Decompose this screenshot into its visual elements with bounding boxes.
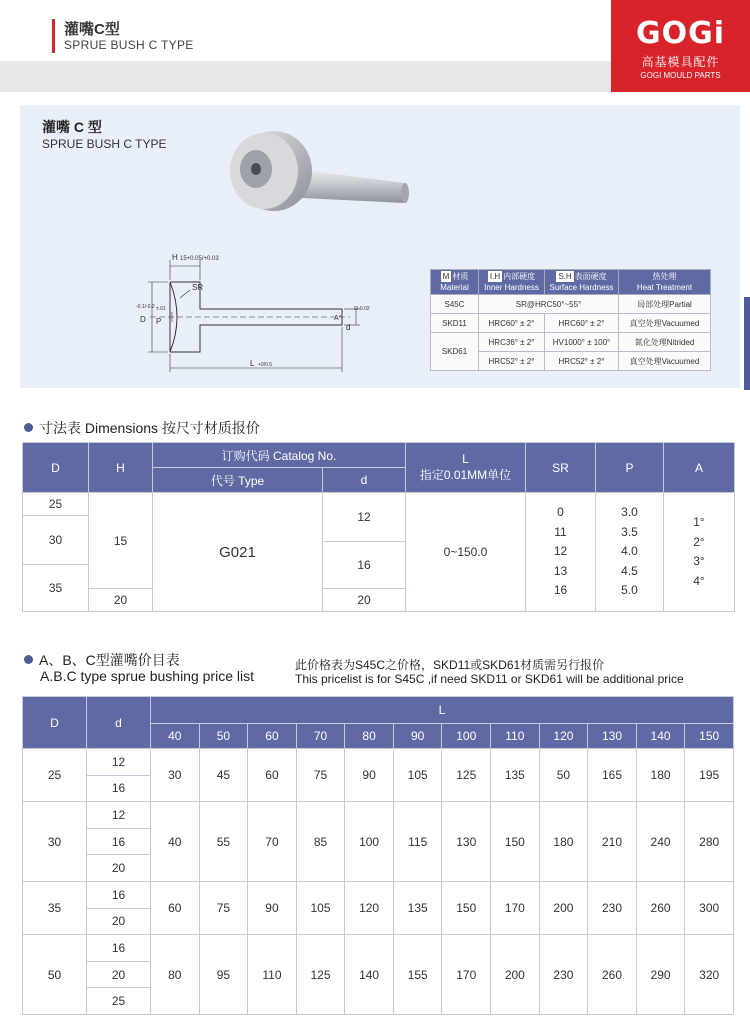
header-title-cn: 灌嘴C型 bbox=[64, 21, 120, 38]
price-cell: 85 bbox=[296, 802, 345, 882]
price-header-l: L bbox=[151, 697, 734, 724]
price-cell: 60 bbox=[151, 881, 200, 934]
brand-logo bbox=[611, 0, 750, 92]
price-header-l-value: 110 bbox=[491, 724, 540, 749]
price-cell: 90 bbox=[345, 749, 394, 802]
price-cell: 110 bbox=[248, 935, 297, 1015]
price-cell: 200 bbox=[539, 881, 588, 934]
dim-header-sr: SR bbox=[526, 443, 596, 493]
mat-header-material: M 材质 Material bbox=[431, 270, 479, 295]
price-row bbox=[23, 881, 734, 908]
dim-label-a: A° bbox=[334, 315, 342, 322]
price-header-l-value: 70 bbox=[296, 724, 345, 749]
price-cell: 75 bbox=[296, 749, 345, 802]
price-header-l-value: 50 bbox=[199, 724, 248, 749]
price-header-l-value: 150 bbox=[685, 724, 734, 749]
price-cell: 260 bbox=[588, 935, 637, 1015]
type-code: G021 bbox=[153, 493, 323, 612]
dim-label-l: L bbox=[250, 359, 255, 368]
price-cell: 200 bbox=[491, 935, 540, 1015]
dim-tol-l: +0/0.5 bbox=[258, 362, 273, 368]
price-row bbox=[23, 749, 734, 776]
price-row bbox=[23, 935, 734, 962]
dim-header-h: H bbox=[89, 443, 153, 493]
price-cell: 195 bbox=[685, 749, 734, 802]
dim-header-dsmall: d bbox=[323, 468, 406, 493]
dim-tol-dsmall: 0/-0.02 bbox=[354, 306, 370, 312]
price-cell: 125 bbox=[442, 749, 491, 802]
price-cell: 40 bbox=[151, 802, 200, 882]
dim-cell-d: 25 bbox=[23, 493, 89, 516]
price-table bbox=[22, 696, 734, 1015]
price-cell: 115 bbox=[393, 802, 442, 882]
price-cell-d: 25 bbox=[23, 749, 87, 802]
price-cell: 50 bbox=[539, 749, 588, 802]
price-cell: 170 bbox=[491, 881, 540, 934]
price-cell-dsmall: 20 bbox=[87, 855, 151, 882]
price-cell: 130 bbox=[442, 802, 491, 882]
price-header-l-value: 130 bbox=[588, 724, 637, 749]
price-cell-dsmall: 16 bbox=[87, 881, 151, 908]
dim-tol-p: ±.01 bbox=[156, 306, 166, 312]
header-title-en: SPRUE BUSH C TYPE bbox=[64, 38, 194, 52]
dim-header-l: L 指定0.01MM单位 bbox=[406, 443, 526, 493]
price-cell: 150 bbox=[442, 881, 491, 934]
price-cell: 140 bbox=[345, 935, 394, 1015]
price-cell-dsmall: 20 bbox=[87, 908, 151, 935]
price-cell: 75 bbox=[199, 881, 248, 934]
product-photo bbox=[212, 125, 432, 230]
price-header-l-value: 40 bbox=[151, 724, 200, 749]
dim-label-h: H bbox=[172, 253, 178, 262]
dim-header-catalog: 订购代码 Catalog No. bbox=[153, 443, 406, 468]
price-cell: 80 bbox=[151, 935, 200, 1015]
price-heading-en: A.B.C type sprue bushing price list bbox=[40, 668, 254, 684]
product-title-cn: 灌嘴 C 型 bbox=[42, 119, 102, 135]
price-cell: 300 bbox=[685, 881, 734, 934]
bullet-dot bbox=[24, 655, 33, 664]
price-cell: 165 bbox=[588, 749, 637, 802]
price-cell: 320 bbox=[685, 935, 734, 1015]
price-cell: 105 bbox=[296, 881, 345, 934]
dim-label-d: D bbox=[140, 315, 146, 324]
price-cell: 55 bbox=[199, 802, 248, 882]
price-cell: 230 bbox=[588, 881, 637, 934]
price-cell: 60 bbox=[248, 749, 297, 802]
price-cell: 120 bbox=[345, 881, 394, 934]
price-header-l-value: 60 bbox=[248, 724, 297, 749]
price-header-dsmall: d bbox=[87, 697, 151, 749]
price-cell: 180 bbox=[539, 802, 588, 882]
logo-en-name: GOGI MOULD PARTS bbox=[640, 71, 721, 80]
material-table bbox=[430, 269, 711, 371]
dim-cell-dsmall: 16 bbox=[323, 542, 406, 589]
mat-header-treatment: 热处理 Heat Treatment bbox=[619, 270, 711, 295]
side-tab-marker bbox=[744, 297, 750, 390]
bullet-dot bbox=[24, 423, 33, 432]
price-cell-d: 30 bbox=[23, 802, 87, 882]
price-cell-dsmall: 16 bbox=[87, 828, 151, 855]
price-cell: 90 bbox=[248, 881, 297, 934]
dim-cell-d: 30 bbox=[23, 516, 89, 565]
price-cell: 95 bbox=[199, 935, 248, 1015]
price-cell: 280 bbox=[685, 802, 734, 882]
price-cell: 135 bbox=[393, 881, 442, 934]
dim-cell-dsmall: 20 bbox=[323, 589, 406, 612]
technical-drawing bbox=[110, 230, 370, 380]
price-cell: 150 bbox=[491, 802, 540, 882]
price-cell: 135 bbox=[491, 749, 540, 802]
price-cell: 290 bbox=[636, 935, 685, 1015]
dim-tol-d: -0.1/-0.2 bbox=[136, 304, 155, 310]
price-cell: 180 bbox=[636, 749, 685, 802]
price-cell-dsmall: 25 bbox=[87, 988, 151, 1015]
price-cell: 155 bbox=[393, 935, 442, 1015]
price-cell: 45 bbox=[199, 749, 248, 802]
price-cell: 240 bbox=[636, 802, 685, 882]
dim-cell-l: 0~150.0 bbox=[406, 493, 526, 612]
price-cell-d: 50 bbox=[23, 935, 87, 1015]
price-cell-d: 35 bbox=[23, 881, 87, 934]
price-note-cn: 此价格表为S45C之价格，SKD11或SKD61材质需另行报价 bbox=[295, 658, 605, 672]
dim-cell-d: 35 bbox=[23, 565, 89, 612]
price-header-l-value: 80 bbox=[345, 724, 394, 749]
header-accent-bar bbox=[52, 19, 55, 53]
mat-row: SKD11 HRC60° ± 2° HRC60° ± 2° 真空处理Vacuumed bbox=[431, 314, 711, 333]
dim-cell-a: 1° 2° 3° 4° bbox=[664, 493, 735, 612]
page-header bbox=[0, 0, 750, 92]
mat-row: HRC52° ± 2° HRC52° ± 2° 真空处理Vacuumed bbox=[431, 352, 711, 371]
dim-cell-h: 15 bbox=[89, 493, 153, 589]
price-cell-dsmall: 12 bbox=[87, 749, 151, 776]
price-cell: 210 bbox=[588, 802, 637, 882]
dimensions-table bbox=[22, 442, 735, 612]
price-row bbox=[23, 802, 734, 829]
price-cell-dsmall: 16 bbox=[87, 775, 151, 802]
price-cell-dsmall: 12 bbox=[87, 802, 151, 829]
dim-label-dsmall: d bbox=[346, 323, 351, 332]
logo-cn-name: 高基模具配件 bbox=[641, 55, 720, 69]
mat-row: S45C SR@HRC50°~55° 局部处理Partial bbox=[431, 295, 711, 314]
price-cell: 70 bbox=[248, 802, 297, 882]
dim-label-p: P bbox=[156, 317, 162, 326]
price-heading-cn: A、B、C型灌嘴价目表 bbox=[24, 650, 180, 670]
price-cell: 105 bbox=[393, 749, 442, 802]
mat-row: SKD61 HRC36° ± 2° HV1000° ± 100° 氮化处理Nitrided bbox=[431, 333, 711, 352]
dim-cell-p: 3.0 3.5 4.0 4.5 5.0 bbox=[596, 493, 664, 612]
dim-header-d: D bbox=[23, 443, 89, 493]
price-header-l-value: 140 bbox=[636, 724, 685, 749]
mat-header-surface: S.H 表面硬度 Surface Hardness bbox=[545, 270, 619, 295]
price-cell: 125 bbox=[296, 935, 345, 1015]
dim-cell-dsmall: 12 bbox=[323, 493, 406, 542]
price-cell: 230 bbox=[539, 935, 588, 1015]
dim-header-p: P bbox=[596, 443, 664, 493]
dimensions-heading: 寸法表 Dimensions 按尺寸材质报价 bbox=[24, 418, 260, 438]
dim-cell-h: 20 bbox=[89, 589, 153, 612]
dim-label-sr: SR bbox=[192, 283, 204, 292]
price-header-l-value: 120 bbox=[539, 724, 588, 749]
price-cell: 100 bbox=[345, 802, 394, 882]
price-cell: 260 bbox=[636, 881, 685, 934]
product-title-en: SPRUE BUSH C TYPE bbox=[42, 137, 167, 151]
dim-header-a: A bbox=[664, 443, 735, 493]
dim-tol-h: 15+0.05/+0.03 bbox=[180, 256, 219, 262]
price-cell: 30 bbox=[151, 749, 200, 802]
dim-header-type: 代号 Type bbox=[153, 468, 323, 493]
price-cell-dsmall: 20 bbox=[87, 961, 151, 988]
price-cell: 170 bbox=[442, 935, 491, 1015]
dim-cell-sr: 0 11 12 13 16 bbox=[526, 493, 596, 612]
price-note-en: This pricelist is for S45C ,if need SKD11 or SKD61 will be additional price bbox=[295, 672, 684, 686]
price-cell-dsmall: 16 bbox=[87, 935, 151, 962]
logo-wordmark: GOGi bbox=[635, 16, 726, 51]
price-header-l-value: 100 bbox=[442, 724, 491, 749]
price-header-l-value: 90 bbox=[393, 724, 442, 749]
mat-header-inner: I.H 内部硬度 Inner Hardness bbox=[479, 270, 545, 295]
price-header-d: D bbox=[23, 697, 87, 749]
